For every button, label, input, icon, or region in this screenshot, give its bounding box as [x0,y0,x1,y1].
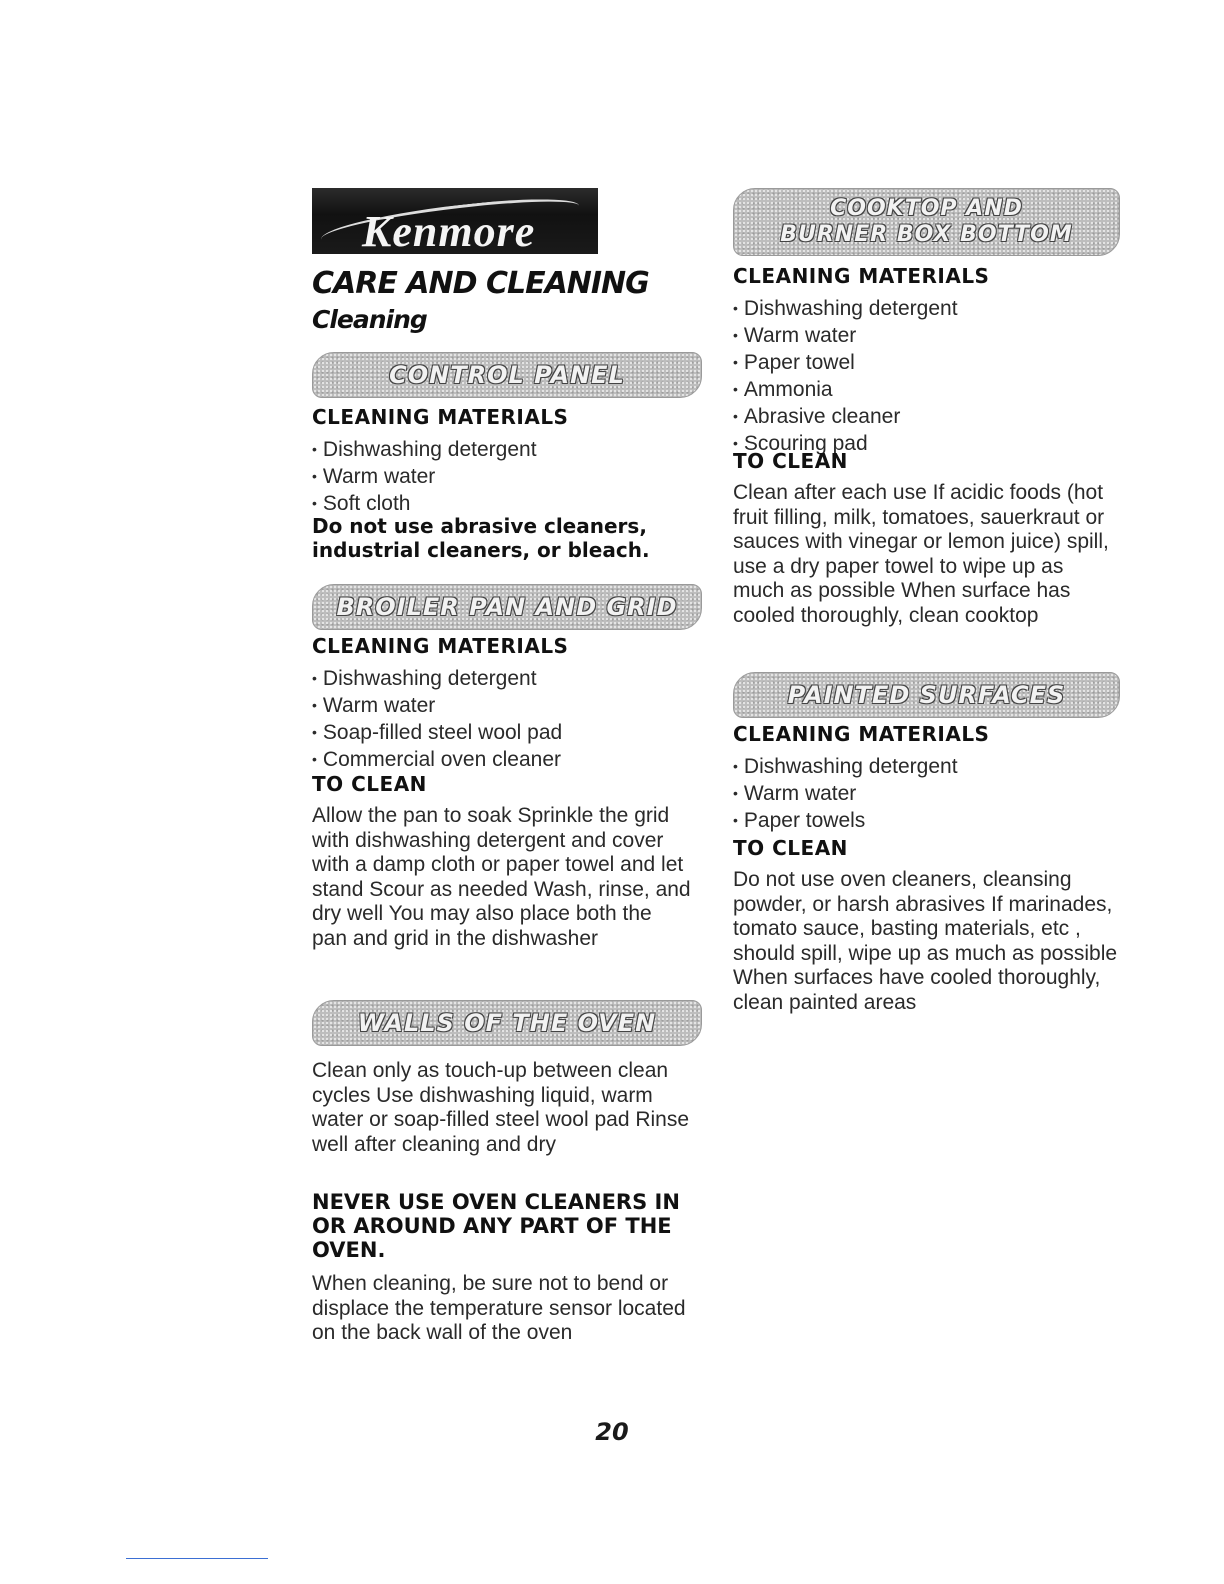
banner-control-panel: CONTROL PANEL [312,352,702,398]
cooktop-clean-heading: TO CLEAN [733,449,848,473]
cooktop-materials-heading: CLEANING MATERIALS [733,264,990,288]
broiler-clean-heading: TO CLEAN [312,772,427,796]
banner-line: BURNER BOX BOTTOM [780,222,1073,247]
cooktop-materials-list [733,296,958,458]
painted-materials-heading: CLEANING MATERIALS [733,722,990,746]
painted-clean-heading: TO CLEAN [733,836,848,860]
list-item: • Warm water [733,781,958,808]
list-item: • Soft cloth [312,491,537,518]
list-item: • Paper towels [733,808,958,835]
banner-walls-of-oven: WALLS OF THE OVEN [312,1000,702,1046]
list-item: • Paper towel [733,350,958,377]
walls-text: Clean only as touch-up between clean cycles Use dishwashing liquid, warm water or soap-filled steel wool pad Rinse well after cleaning and dry [312,1059,690,1156]
walls-warning: NEVER USE OVEN CLEANERS IN OR AROUND ANY PART OF THE OVEN. [312,1190,680,1262]
list-item: • Dishwashing detergent [312,437,537,464]
banner-painted-surfaces: PAINTED SURFACES [733,672,1120,718]
list-item: • Soap-filled steel wool pad [312,720,562,747]
broiler-materials-heading: CLEANING MATERIALS [312,634,569,658]
page-number: 20 [595,1418,629,1446]
list-item: • Warm water [312,464,537,491]
control-panel-materials-heading: CLEANING MATERIALS [312,405,569,429]
painted-materials-list [733,754,958,835]
logo-wordmark: Kenmore [362,207,536,256]
broiler-clean-text: Allow the pan to soak Sprinkle the grid with dishwashing detergent and cover with a damp cloth or paper towel and let stand Scour as needed Wash, rinse, and dry well You may also place both the pan and grid in the dishwasher [312,804,691,950]
list-item: • Scouring pad [733,431,958,458]
banner-line: COOKTOP AND [830,196,1023,221]
list-item: • Dishwashing detergent [733,296,958,323]
footer-rule [126,1558,268,1559]
painted-clean-text: Do not use oven cleaners, cleansing powder, or harsh abrasives If marinades, tomato sauce, basting materials, etc , should spill, wipe up as much as possible When surfaces have cooled thoroughly, clean painted areas [733,868,1118,1014]
control-panel-warning: Do not use abrasive cleaners, industrial cleaners, or bleach. [312,514,650,562]
control-panel-materials-list [312,437,537,518]
list-item: • Commercial oven cleaner [312,747,562,774]
walls-note: When cleaning, be sure not to bend or displace the temperature sensor located on the back wall of the oven [312,1272,686,1344]
cooktop-clean-text: Clean after each use If acidic foods (hot fruit filling, milk, tomatoes, sauerkraut or sauces with vinegar or lemon juice) spill, use a dry paper towel to wipe up as much as possible When surface has cooled thoroughly, clean cooktop [733,481,1109,627]
list-item: • Dishwashing detergent [312,666,562,693]
page-subtitle: Cleaning [312,305,427,334]
banner-broiler-pan: BROILER PAN AND GRID [312,584,702,630]
page-title: CARE AND CLEANING [312,266,649,301]
list-item: • Abrasive cleaner [733,404,958,431]
list-item: • Warm water [733,323,958,350]
kenmore-logo [312,188,598,254]
list-item: • Ammonia [733,377,958,404]
list-item: • Warm water [312,693,562,720]
broiler-materials-list [312,666,562,774]
banner-cooktop-burner-box [733,188,1120,256]
list-item: • Dishwashing detergent [733,754,958,781]
